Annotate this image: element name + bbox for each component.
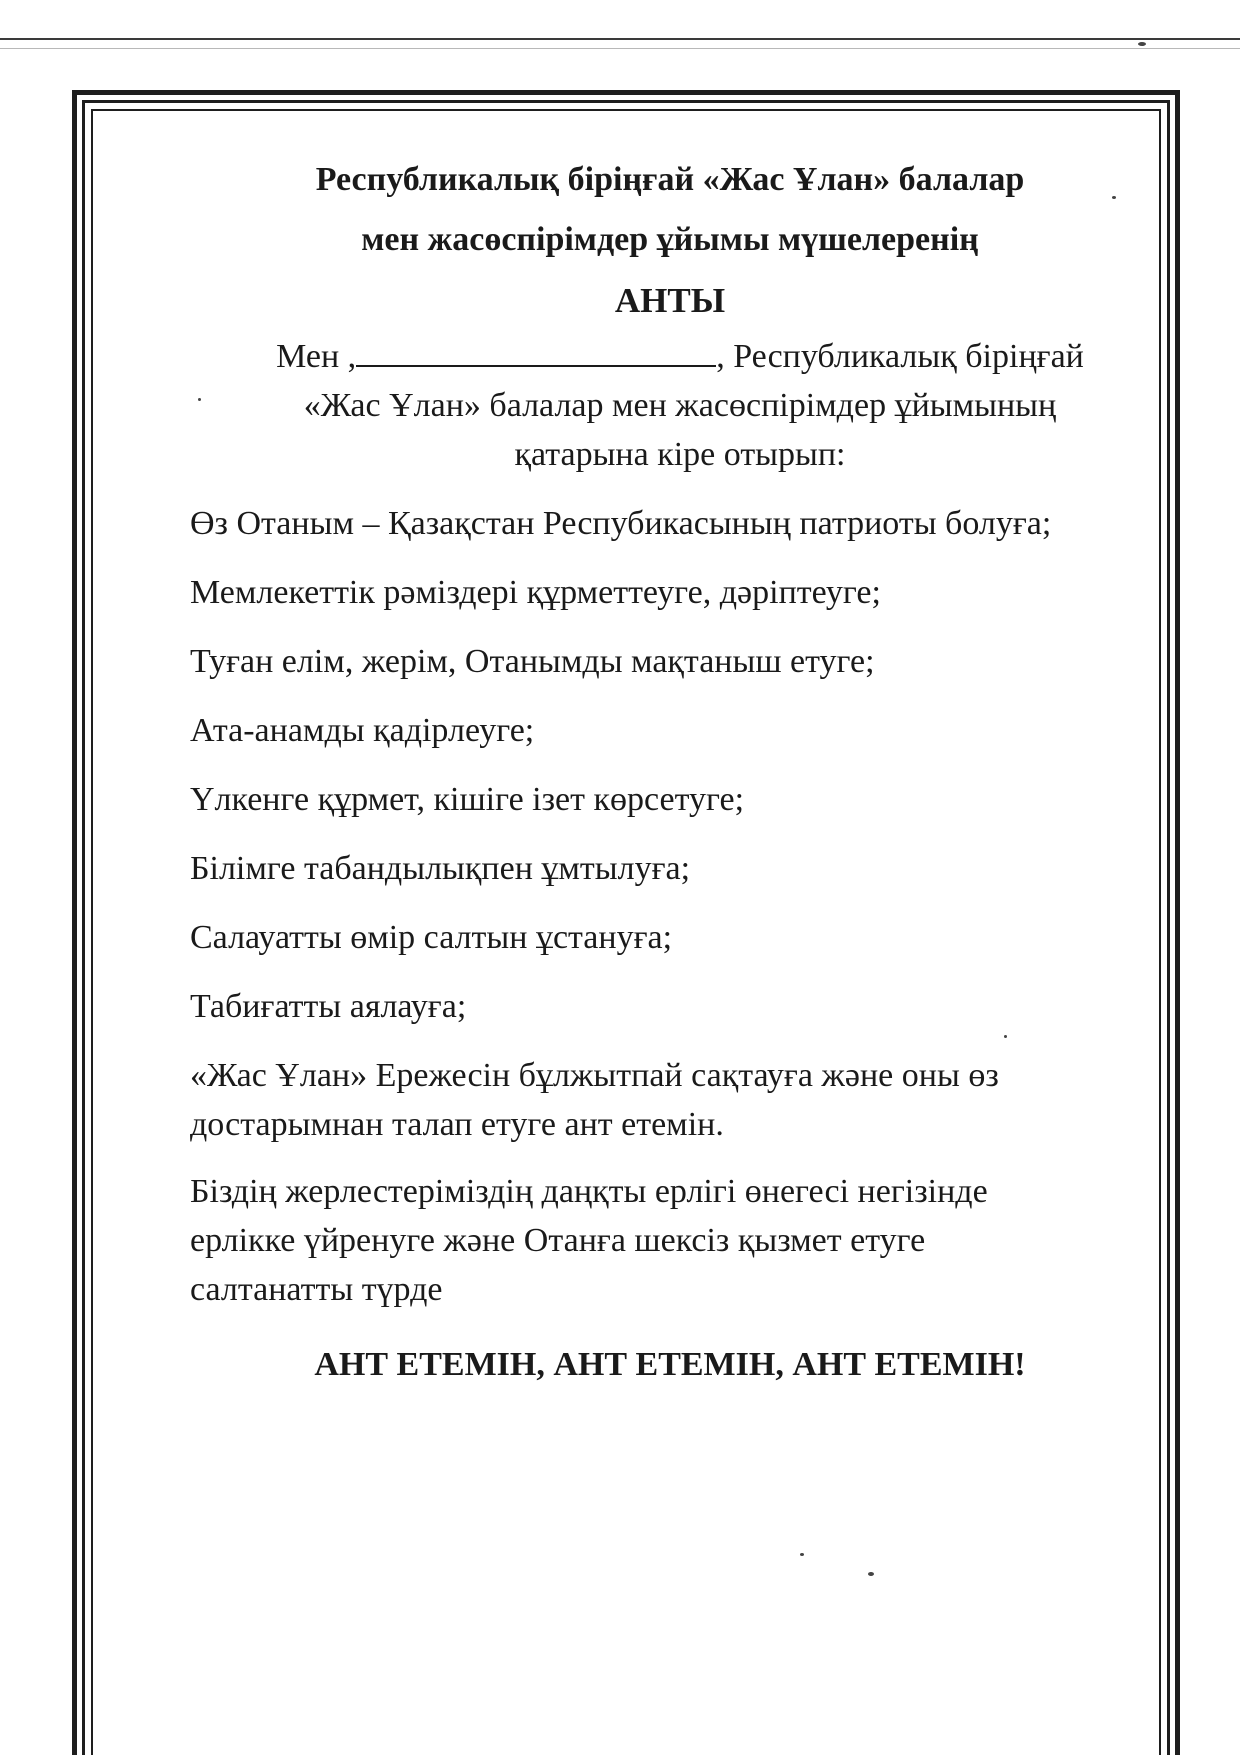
charter-line-2: достарымнан талап етуге ант етемін. xyxy=(190,1106,724,1143)
heroism-line-2: ерлікке үйренуге және Отанға шексіз қызмет етуге xyxy=(190,1222,926,1259)
title-line-2: мен жасөспірімдер ұйымы мүшелеренің xyxy=(361,221,979,258)
intro-suffix: , Республикалық бірiңғай xyxy=(716,338,1084,375)
heroism-line-1: Біздің жерлестеріміздің даңқты ерлігі өнегесі негізінде xyxy=(190,1173,988,1210)
title-oath-heading: АНТЫ xyxy=(614,281,726,320)
oath-list xyxy=(190,499,1130,1031)
oath-item: Үлкенге құрмет, кішіге ізет көрсетуге; xyxy=(190,781,745,818)
oath-item: Өз Отаным – Қазақстан Респубикасының патриоты болуға; xyxy=(190,505,1052,542)
scan-speck xyxy=(868,1572,874,1576)
intro-line-2: «Жас Ұлан» балалар мен жасөспірімдер ұйымының xyxy=(303,387,1057,424)
oath-item: Табиғатты аялауға; xyxy=(190,988,467,1025)
intro-line-1 xyxy=(230,332,1130,381)
intro-paragraph xyxy=(190,332,1130,479)
oath-item: Ата-анамды қадірлеуге; xyxy=(190,712,535,749)
heroism-line-3: салтанатты түрде xyxy=(190,1271,443,1308)
document-body xyxy=(190,150,1130,1424)
oath-item: Салауатты өмір салтын ұстануға; xyxy=(190,919,673,956)
scan-edge-line-secondary xyxy=(0,48,1240,49)
scan-speck xyxy=(800,1553,804,1556)
name-blank-line xyxy=(356,335,716,367)
intro-prefix: Мен , xyxy=(276,338,357,375)
scan-speck xyxy=(198,398,201,401)
charter-line-1: «Жас Ұлан» Ережесін бұлжытпай сақтауға және оны өз xyxy=(190,1057,999,1094)
scan-edge-line xyxy=(0,38,1240,40)
intro-line-3: қатарына кіре отырып: xyxy=(514,436,846,473)
oath-item: Мемлекеттік рәміздері құрметтеуге, дәріптеуге; xyxy=(190,574,881,611)
title-line-1: Республикалық біріңғай «Жас Ұлан» балалар xyxy=(315,161,1025,198)
scan-speck xyxy=(1004,1035,1007,1038)
oath-item: Туған елім, жерім, Отанымды мақтаныш етуге; xyxy=(190,643,875,680)
heroism-paragraph xyxy=(190,1167,1130,1314)
closing-oath: АНТ ЕТЕМІН, АНТ ЕТЕМІН, АНТ ЕТЕМІН! xyxy=(314,1346,1026,1383)
oath-item: Білімге табандылықпен ұмтылуға; xyxy=(190,850,691,887)
scan-speck xyxy=(1112,196,1116,199)
scan-speck xyxy=(1138,42,1146,46)
charter-paragraph xyxy=(190,1051,1130,1149)
